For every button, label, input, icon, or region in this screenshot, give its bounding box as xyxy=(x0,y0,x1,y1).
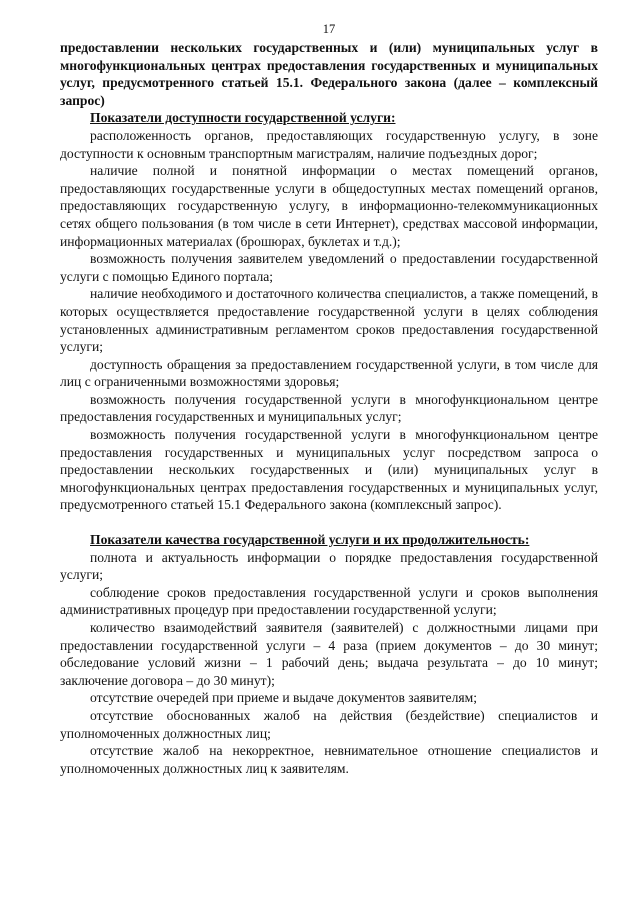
availability-item: доступность обращения за предоставлением государственной услуги, в том числе для лиц с ограниченными возможностями здоровья; xyxy=(60,356,598,390)
section-spacer xyxy=(60,514,598,531)
page-number: 17 xyxy=(322,22,336,36)
quality-item: полнота и актуальность информации о порядке предоставления государственной услуги; xyxy=(60,549,598,583)
quality-item: отсутствие жалоб на некорректное, невнимательное отношение специалистов и уполномоченных должностных лиц к заявителям. xyxy=(60,743,598,776)
quality-item: соблюдение сроков предоставления государственной услуги и сроков выполнения административных процедур при предоставлении государственной услуги; xyxy=(60,584,598,618)
availability-item: возможность получения государственной услуги в многофункциональном центре предоставления государственных и муниципальных услуг посредством запроса о предоставлении нескольких государственных и (или) муниципальных услуг в многофункциональных центрах предоставления государственных и муниципальных услуг, предусмотренного статьей 15.1 Федерального закона (комплексный запрос). xyxy=(60,427,598,513)
availability-heading xyxy=(60,109,598,127)
quality-heading-text: Показатели качества государственной услуги и их продолжительность: xyxy=(90,532,530,548)
quality-item: количество взаимодействий заявителя (заявителей) с должностными лицами при предоставлении государственной услуги – 4 раза (прием документов – до 30 минут; обследование условий жизни – 1 рабочий день; выдача результата – до 10 минут; заключение договора – до 30 минут); xyxy=(60,620,598,688)
availability-item: расположенность органов, предоставляющих государственную услугу, в зоне доступности к основным транспортным магистралям, наличие подъездных дорог; xyxy=(60,127,598,161)
quality-heading xyxy=(60,531,598,549)
availability-item: возможность получения заявителем уведомлений о предоставлении государственной услуги с помощью Единого портала; xyxy=(60,251,598,284)
availability-item: наличие полной и понятной информации о местах помещений органов, предоставляющих государственные услуги в общедоступных местах помещений органов, предоставляющих государственную услугу, в информационно-телекоммуникационных сетях общего пользования (в том числе в сети Интернет), средствах массовой информации, информационных материалах (брошюрах, буклетах и т.д.); xyxy=(60,163,598,249)
quality-item: отсутствие очередей при приеме и выдаче документов заявителям; xyxy=(90,690,477,706)
availability-item: наличие необходимого и достаточного количества специалистов, а также помещений, в которых осуществляется предоставление государственной услуги в целях соблюдения установленных административным регламентом сроков предоставления государственной услуги; xyxy=(60,286,598,355)
availability-item: возможность получения государственной услуги в многофункциональном центре предоставления государственных и муниципальных услуг; xyxy=(60,391,598,425)
availability-heading-text: Показатели доступности государственной услуги: xyxy=(90,110,396,126)
quality-item: отсутствие обоснованных жалоб на действия (бездействие) специалистов и уполномоченных должностных лиц; xyxy=(60,707,598,741)
intro-continuation: предоставлении нескольких государственных и (или) муниципальных услуг в многофункциональных центрах предоставления государственных и муниципальных услуг, предусмотренного статьей 15.1. Федерального закона (далее – комплексный запрос) xyxy=(60,40,598,108)
